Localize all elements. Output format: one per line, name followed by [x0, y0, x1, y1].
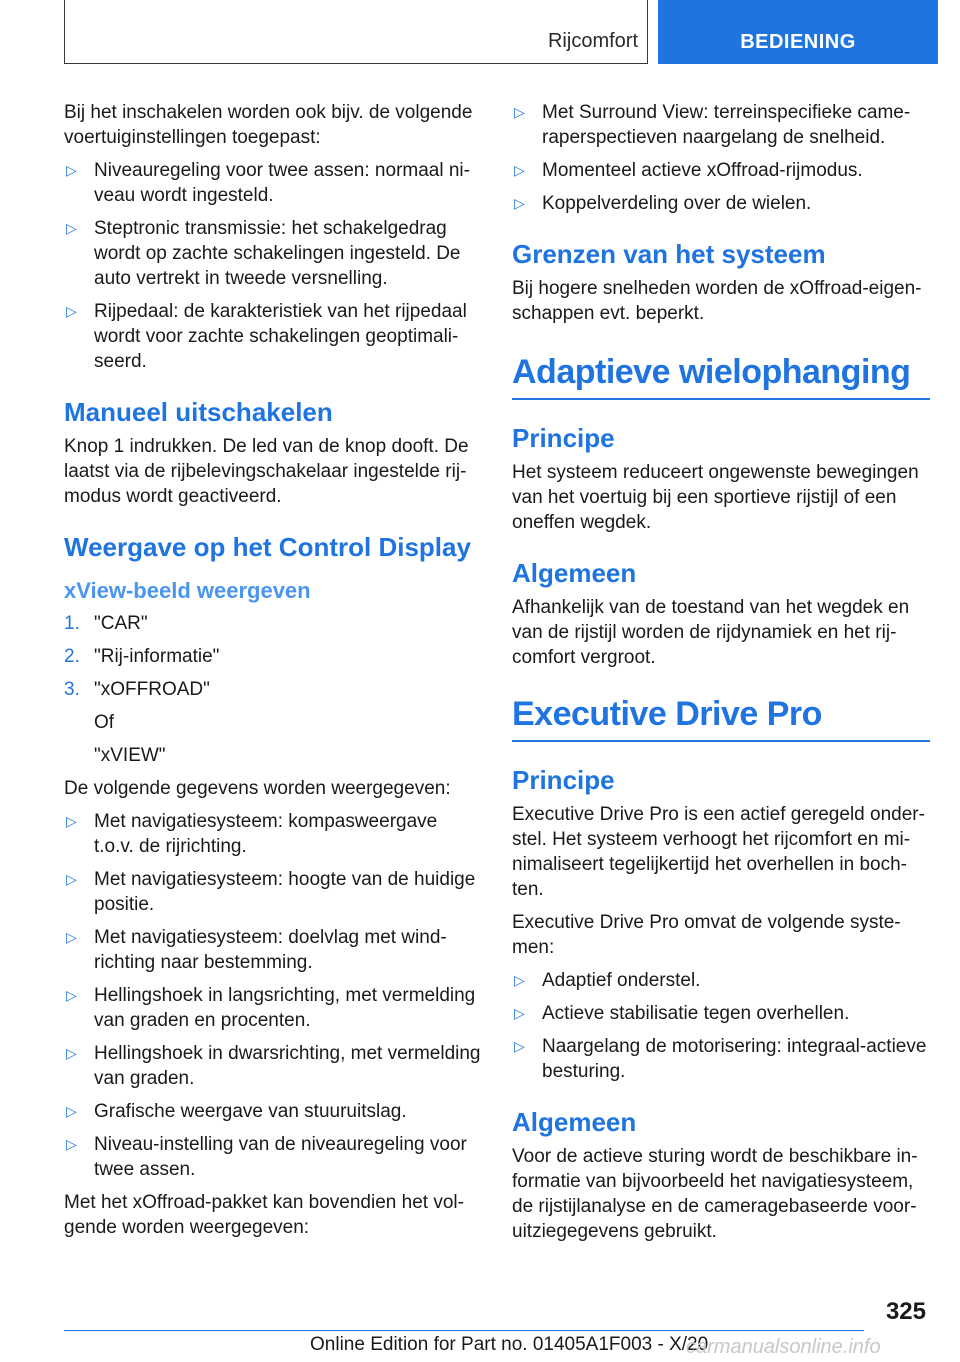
heading-general-2: Algemeen [512, 1107, 637, 1137]
list-item: ▷ Momenteel actieve xOffroad-rijmodus. [514, 160, 863, 181]
step-item: 2. "Rij-informatie" [64, 646, 220, 667]
list-item: ▷ Met navigatiesysteem: hoogte van de huidige positie. [66, 869, 476, 915]
list-item: ▷ Niveauregeling voor twee assen: normaal niveau wordt ingesteld. [66, 160, 470, 206]
list-item: ▷ Rijpedaal: de karakteristiek van het rijpedaal wordt voor zachte schakelingen geoptimaliseerd. [66, 301, 467, 372]
xview-text: "xVIEW" [94, 745, 166, 766]
list-item: ▷ Grafische weergave van stuuruitslag. [66, 1101, 407, 1122]
heading-control-display: Weergave op het Control Display [64, 532, 471, 562]
heading-limits: Grenzen van het systeem [512, 239, 826, 269]
page-number: 325 [885, 1298, 926, 1325]
steps-list [64, 611, 482, 702]
triangle-bullet-icon: ▷ [514, 1038, 525, 1054]
heading-principle-2: Principe [512, 765, 615, 795]
list-item: ▷ Naargelang de motorisering: integraal-actieve besturing. [514, 1036, 927, 1082]
triangle-bullet-icon: ▷ [66, 871, 77, 887]
principle-2-text: Executive Drive Pro is een actief geregeld onderstel. Het systeem verhoogt het rijcomfort en minimaliseert tegelijkertijd het overhellen in bochten. [512, 804, 925, 900]
triangle-bullet-icon: ▷ [66, 813, 77, 829]
systems-list [512, 968, 930, 1084]
pack-text: Met het xOffroad-pakket kan bovendien het volgende worden weergegeven: [64, 1192, 464, 1238]
left-column [64, 100, 482, 1248]
triangle-bullet-icon: ▷ [66, 220, 77, 236]
or-text: Of [94, 712, 115, 733]
right-column [512, 100, 930, 1252]
triangle-bullet-icon: ▷ [514, 1005, 525, 1021]
list-item: ▷ Met navigatiesysteem: doelvlag met windrichting naar bestemming. [66, 927, 447, 973]
heading-xview: xView-beeld weergeven [64, 578, 311, 603]
triangle-bullet-icon: ▷ [66, 1103, 77, 1119]
footer-divider [64, 1330, 864, 1331]
list-item: ▷ Actieve stabilisatie tegen overhellen. [514, 1003, 850, 1024]
section-title: Rijcomfort [547, 30, 638, 52]
heading-principle-1: Principe [512, 423, 615, 453]
systems-intro: Executive Drive Pro omvat de volgende systemen: [512, 912, 901, 958]
principle-1-text: Het systeem reduceert ongewenste bewegingen van het voertuig bij een sportieve rijstijl of een oneffen wegdek. [512, 462, 919, 533]
list-item: ▷ Hellingshoek in langsrichting, met vermelding van graden en procenten. [66, 985, 476, 1031]
triangle-bullet-icon: ▷ [514, 195, 525, 211]
list-item: ▷ Met Surround View: terreinspecifieke cameraperspectieven naargelang de snelheid. [514, 102, 911, 148]
triangle-bullet-icon: ▷ [66, 929, 77, 945]
list-item: ▷ Steptronic transmissie: het schakelgedrag wordt op zachte schakelingen ingesteld. De auto vertrekt in tweede versnelling. [66, 218, 461, 289]
triangle-bullet-icon: ▷ [66, 1136, 77, 1152]
step-item: 3. "xOFFROAD" [64, 679, 210, 700]
triangle-bullet-icon: ▷ [66, 162, 77, 178]
limits-text: Bij hogere snelheden worden de xOffroad-eigenschappen evt. beperkt. [512, 278, 922, 324]
shown-intro: De volgende gegevens worden weergegeven: [64, 778, 451, 799]
shown-list [64, 809, 482, 1182]
general-1-text: Afhankelijk van de toestand van het wegdek en van de rijstijl worden de rijdynamiek en het rijcomfort vergroot. [512, 597, 910, 668]
general-2-text: Voor de actieve sturing wordt de beschikbare informatie van bijvoorbeeld het navigatiesysteem, de rijstijlanalyse en de cameragebaseerde vooruitziegegevens gebruikt. [512, 1146, 918, 1242]
chapter-tab: BEDIENING [658, 0, 938, 64]
pack-list [512, 100, 930, 216]
settings-list [64, 158, 482, 374]
triangle-bullet-icon: ▷ [66, 987, 77, 1003]
manual-off-text: Knop 1 indrukken. De led van de knop dooft. De laatst via de rijbelevingschakelaar ingestelde rijmodus wordt geactiveerd. [64, 436, 469, 507]
heading-general-1: Algemeen [512, 558, 637, 588]
list-item: ▷ Met navigatiesysteem: kompasweergave t.o.v. de rijrichting. [66, 811, 438, 857]
list-item: ▷ Koppelverdeling over de wielen. [514, 193, 812, 214]
triangle-bullet-icon: ▷ [66, 303, 77, 319]
heading-executive-drive-pro: Executive Drive Pro [512, 692, 930, 742]
list-item: ▷ Niveau-instelling van de niveauregeling voor twee assen. [66, 1134, 467, 1180]
triangle-bullet-icon: ▷ [514, 972, 525, 988]
triangle-bullet-icon: ▷ [514, 104, 525, 120]
list-item: ▷ Hellingshoek in dwarsrichting, met vermelding van graden. [66, 1043, 481, 1089]
heading-manual-off: Manueel uitschakelen [64, 397, 333, 427]
edition-text: Online Edition for Part no. 01405A1F003 - X/20 [310, 1334, 709, 1355]
triangle-bullet-icon: ▷ [514, 162, 525, 178]
intro-text: Bij het inschakelen worden ook bijv. de volgende voertuiginstellingen toegepast: [64, 102, 473, 148]
watermark-text: carmanualsonline.info [686, 1336, 881, 1358]
heading-adaptive-suspension: Adaptieve wielophanging [512, 350, 930, 400]
triangle-bullet-icon: ▷ [66, 1045, 77, 1061]
list-item: ▷ Adaptief onderstel. [514, 970, 701, 991]
step-item: 1. "CAR" [64, 613, 148, 634]
